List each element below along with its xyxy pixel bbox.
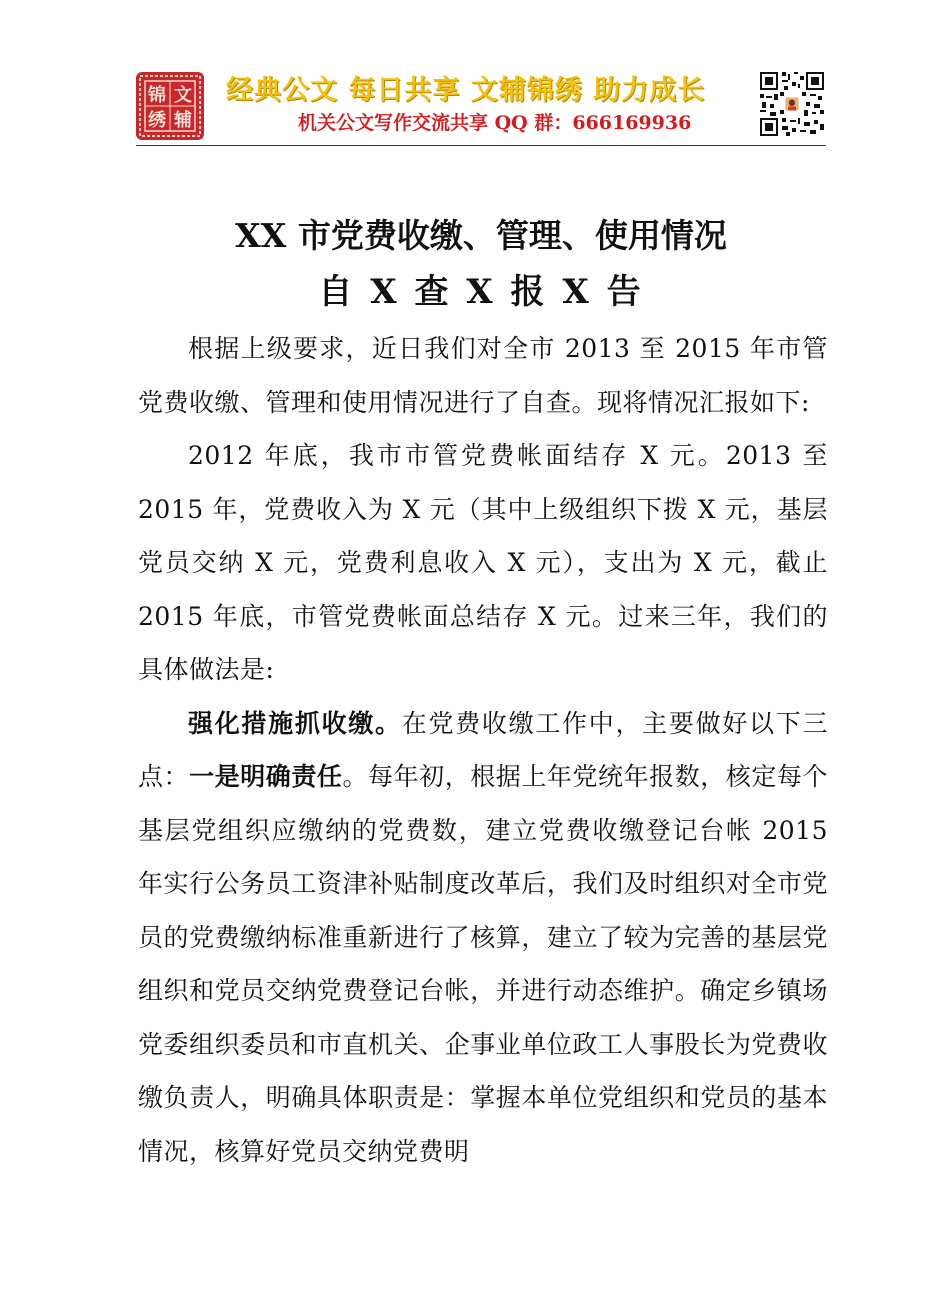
seal-char-4: 辅 xyxy=(174,110,192,131)
paragraph-collection xyxy=(138,697,828,1179)
seal-graphic xyxy=(136,72,204,140)
header-slogan: 经典公文 每日共享 文辅锦绣 助力成长 xyxy=(226,75,706,106)
header-banner xyxy=(136,70,826,146)
document-title-line-2: 自 X 查 X 报 X 告 xyxy=(318,272,644,312)
seal-char-1: 锦 xyxy=(148,85,166,106)
paragraph-collection-text-1: 在党费收缴工作中，主要做好以下三点： xyxy=(138,708,828,791)
red-seal-logo xyxy=(136,72,204,140)
seal-char-3: 绣 xyxy=(148,110,166,131)
point-heading-responsibility: 一是明确责任 xyxy=(189,762,343,791)
document-title-line-1: XX 市党费收缴、管理、使用情况 xyxy=(235,216,727,255)
paragraph-finances: 2012 年底，我市市管党费帐面结存 X 元。2013 至 2015 年，党费收入为 X 元（其中上级组织下拨 X 元，基层党员交纳 X 元，党费利息收入 X 元），支出为 X 元，截止 2015 年底，市管党费帐面总结存 X 元。过来三年，我们的具体做法是: xyxy=(138,441,828,684)
qr-code-icon[interactable] xyxy=(758,70,826,138)
paragraph-intro: 根据上级要求，近日我们对全市 2013 至 2015 年市管党费收缴、管理和使用情况进行了自查。现将情况汇报如下: xyxy=(138,334,828,417)
header-divider xyxy=(136,145,826,146)
seal-char-2: 文 xyxy=(174,85,192,106)
section-heading-collection: 强化措施抓收缴。 xyxy=(188,708,402,738)
document-body xyxy=(138,322,828,1178)
paragraph-collection-text-2: 。每年初，根据上年党统年报数，核定每个基层党组织应缴纳的党费数，建立党费收缴登记台帐 2015 年实行公务员工资津补贴制度改革后，我们及时组织对全市党员的党费缴纳标准重新进行了核算，建立了较为完善的基层党组织和党员交纳党费登记台帐，并进行动态维护。确定乡镇场党委组织委员和市直机关、企事业单位政工人事股长为党费收缴负责人，明确具体职责是：掌握本单位党组织和党员的基本情况，核算好党员交纳党费明 xyxy=(138,762,828,1166)
qq-group-line: 机关公文写作交流共享 QQ 群：666169936 xyxy=(298,112,692,134)
